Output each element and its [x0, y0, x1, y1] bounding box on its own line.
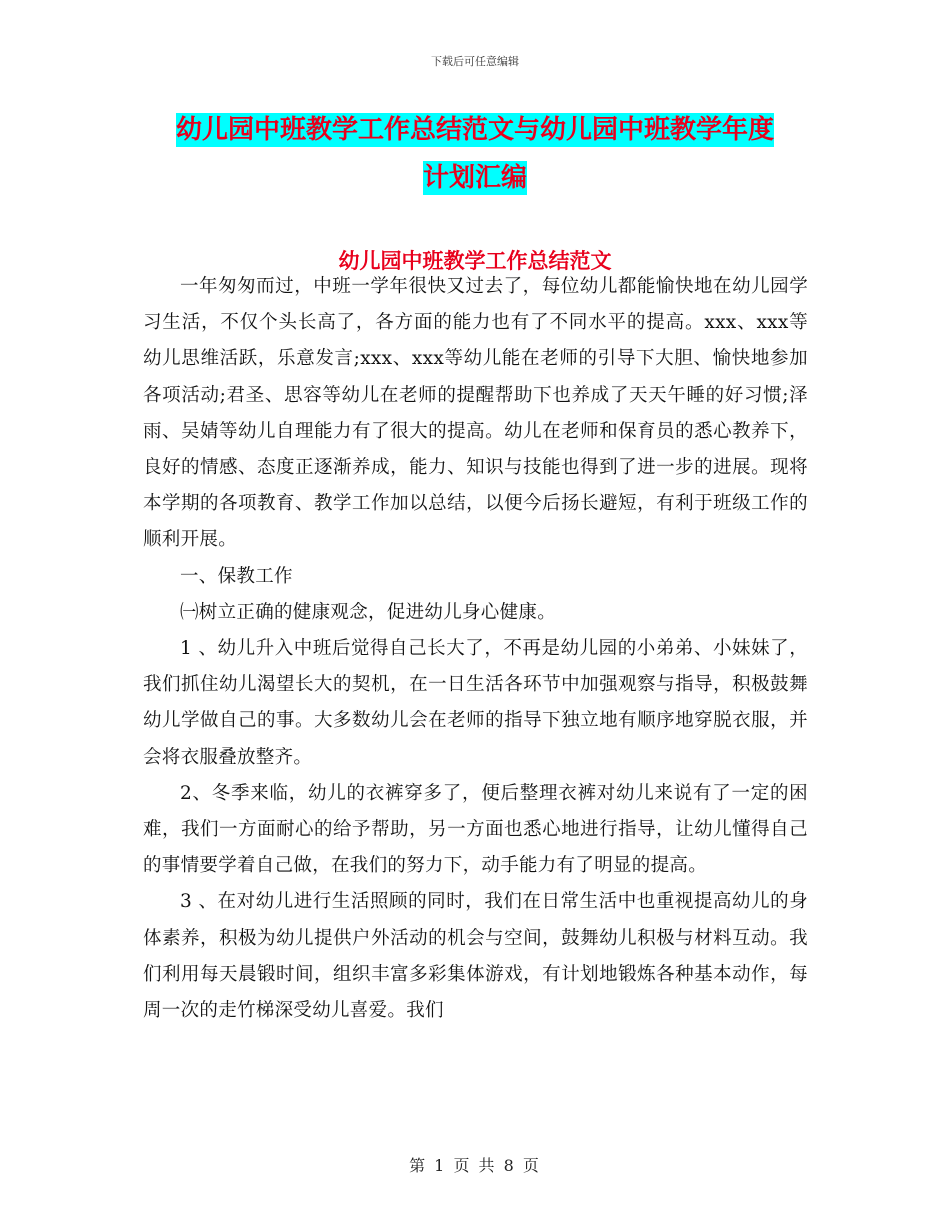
- document-body: [143, 269, 808, 1029]
- header-note: 下载后可任意编辑: [431, 55, 519, 68]
- subheading-health: ㈠树立正确的健康观念，促进幼儿身心健康。: [180, 601, 557, 623]
- page-number: 第 1 页 共 8 页: [409, 1156, 541, 1175]
- paragraph-item-3: 3 、在对幼儿进行生活照顾的同时，我们在日常生活中也重视提高幼儿的身体素养，积极为幼儿提供户外活动的机会与空间，鼓舞幼儿积极与材料互动。我们利用每天晨锻时间，组织丰富多彩集体游戏，有计划地锻炼各种基本动作，每周一次的走竹梯深受幼儿喜爱。我们: [143, 891, 808, 1022]
- document-title: [130, 106, 820, 202]
- section-title: 幼儿园中班教学工作总结范文: [338, 249, 612, 273]
- paragraph-intro: 一年匆匆而过，中班一学年很快又过去了，每位幼儿都能愉快地在幼儿园学习生活，不仅个头长高了，各方面的能力也有了不同水平的提高。xxx、xxx等幼儿思维活跃，乐意发言;xxx、xxx等幼儿能在老师的引导下大胆、愉快地参加各项活动;君圣、思容等幼儿在老师的提醒帮助下也养成了天天午睡的好习惯;泽雨、吴婧等幼儿自理能力有了很大的提高。幼儿在老师和保育员的悉心教养下，良好的情感、态度正逐渐养成，能力、知识与技能也得到了进一步的进展。现将本学期的各项教育、教学工作加以总结，以便今后扬长避短，有利于班级工作的顺利开展。: [143, 276, 808, 551]
- paragraph-item-1: 1 、幼儿升入中班后觉得自己长大了，不再是幼儿园的小弟弟、小妹妹了，我们抓住幼儿渴望长大的契机，在一日生活各环节中加强观察与指导，积极鼓舞幼儿学做自己的事。大多数幼儿会在老师的指导下独立地有顺序地穿脱衣服，并会将衣服叠放整齐。: [143, 638, 808, 768]
- title-line-1: 幼儿园中班教学工作总结范文与幼儿园中班教学年度: [175, 115, 774, 145]
- title-line-2: 计划汇编: [422, 163, 527, 193]
- paragraph-item-2: 2、冬季来临，幼儿的衣裤穿多了，便后整理衣裤对幼儿来说有了一定的困难，我们一方面耐心的给予帮助，另一方面也悉心地进行指导，让幼儿懂得自己的事情要学着自己做，在我们的努力下，动手能力有了明显的提高。: [143, 782, 808, 877]
- heading-care-education: 一、保教工作: [180, 565, 293, 587]
